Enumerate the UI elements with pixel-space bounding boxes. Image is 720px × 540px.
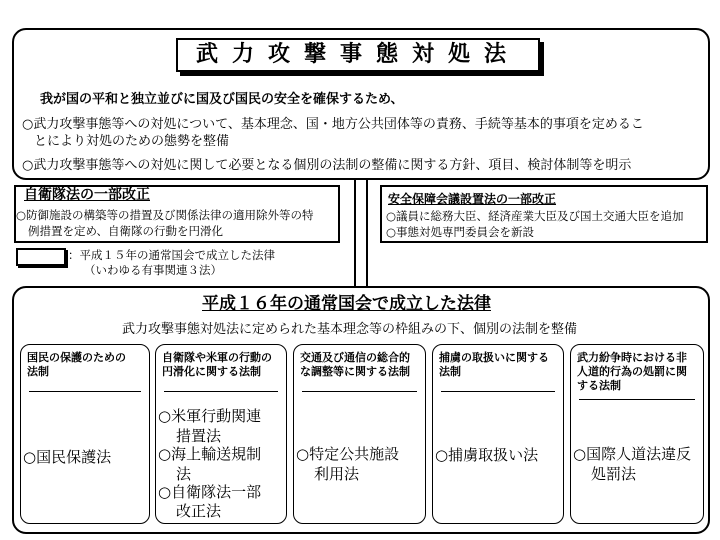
category-divider: [29, 391, 141, 392]
connector-left: [354, 180, 356, 286]
law-item: 法: [176, 465, 192, 483]
law-item: 改正法: [176, 502, 222, 520]
law-item: ○米軍行動関連: [158, 407, 262, 425]
h16-subtitle: 武力攻撃事態対処法に定められた基本理念等の枠組みの下、個別の法制を整備: [122, 322, 578, 337]
law-item: ○国際人道法違反: [573, 445, 692, 463]
law-item: ○捕虜取扱い法: [435, 446, 539, 464]
category-head-line: な調整等に関する法制: [300, 365, 410, 378]
law-item: 利用法: [314, 465, 360, 483]
sdf-amendment-title: 自衛隊法の一部改正: [24, 187, 150, 203]
nsc-amendment-title: 安全保障会議設置法の一部改正: [388, 192, 557, 206]
category-head-line: 交通及び通信の総合的: [300, 351, 410, 364]
point-1-line-2: とにより対処のための態勢を整備: [34, 134, 230, 149]
category-divider: [579, 399, 695, 400]
category-divider: [441, 391, 555, 392]
h16-title: 平成１６年の通常国会で成立した法律: [202, 294, 491, 314]
category-head-line: 法制: [439, 365, 461, 378]
law-item: ○国民保護法: [23, 448, 112, 466]
connector-right: [366, 180, 368, 286]
legend-line-1: ：平成１５年の通常国会で成立した法律: [68, 248, 275, 262]
category-divider: [302, 391, 417, 392]
category-head-line: 円滑化に関する法制: [162, 365, 261, 378]
legend-swatch: [16, 248, 66, 266]
nsc-amendment-line-1: ○議員に総務大臣、経済産業大臣及び国土交通大臣を追加: [386, 209, 684, 223]
law-item: ○海上輸送規制: [158, 445, 262, 463]
main-title: 武力攻撃事態対処法: [176, 38, 540, 72]
legend-line-2: （いわゆる有事関連３法）: [84, 263, 222, 277]
category-head: [577, 351, 697, 393]
law-item: 処罰法: [591, 465, 637, 483]
category-head-line: する法制: [577, 379, 621, 392]
category-civil-protection: [20, 344, 150, 524]
law-item: 措置法: [176, 427, 222, 445]
category-head-line: 捕虜の取扱いに関する: [439, 351, 549, 364]
point-1-line-1: ○武力攻撃事態等への対処について、基本理念、国・地方公共団体等の責務、手続等基本的事項を定めるこ: [22, 117, 644, 132]
law-item: ○特定公共施設: [296, 445, 400, 463]
sdf-amendment-line-2: 例措置を定め、自衛隊の行動を円滑化: [28, 224, 224, 238]
category-head-line: 人道的行為の処罰に関: [577, 365, 687, 378]
category-head-line: 国民の保護のための: [27, 351, 126, 364]
point-2: ○武力攻撃事態等への対処に関して必要となる個別の法制の整備に関する方針、項目、検討体制等を明示: [22, 158, 632, 173]
category-head: [300, 351, 419, 379]
category-prisoners: [432, 344, 564, 524]
law-item: ○自衛隊法一部: [158, 483, 262, 501]
category-head-line: 法制: [27, 365, 49, 378]
category-head: [27, 351, 143, 379]
category-head: [439, 351, 557, 379]
sdf-amendment-line-1: ○防御施設の構築等の措置及び関係法律の適用除外等の特: [16, 208, 314, 222]
purpose-text: 我が国の平和と独立並びに国及び国民の安全を確保するため、: [40, 92, 404, 107]
category-head-line: 自衛隊や米軍の行動の: [162, 351, 272, 364]
category-head: [162, 351, 280, 379]
category-sdf-usforces: [155, 344, 287, 524]
category-transport-communications: [293, 344, 426, 524]
category-divider: [164, 391, 278, 392]
category-humanitarian-law: [570, 344, 704, 524]
category-head-line: 武力紛争時における非: [577, 351, 687, 364]
nsc-amendment-line-2: ○事態対処専門委員会を新設: [386, 225, 535, 239]
